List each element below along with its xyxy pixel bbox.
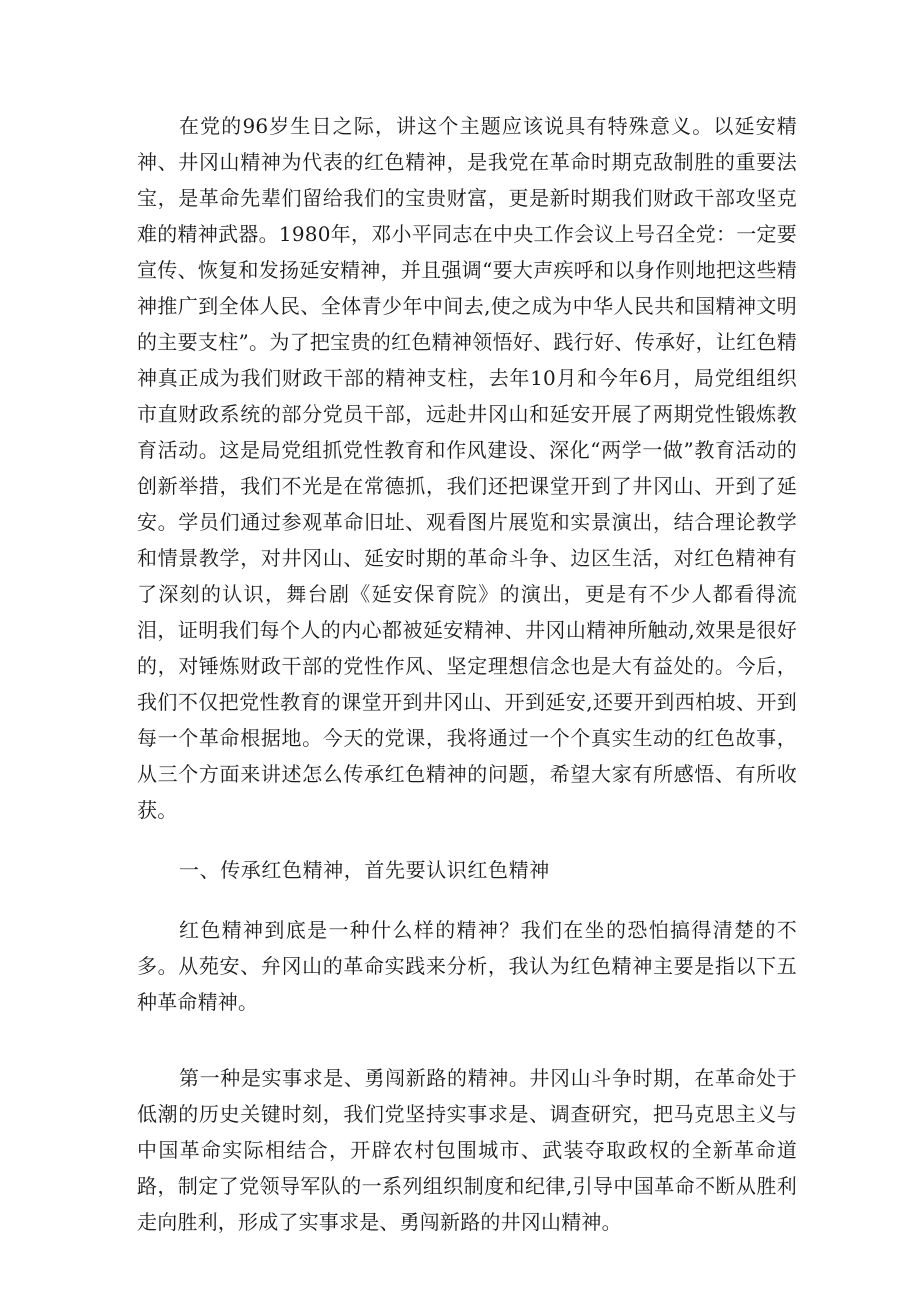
intro-paragraph: 在党的96岁生日之际，讲这个主题应该说具有特殊意义。以延安精神、井冈山精神为代表的红色精神，是我党在革命时期克敌制胜的重要法宝，是革命先辈们留给我们的宝贵财富，更是新时期我们财政干部攻坚克难的精神武器。1980年，邓小平同志在中央工作会议上号召全党：一定要宣传、恢复和发扬延安精神，并且强调“要大声疾呼和以身作则地把这些精神推广到全体人民、全体青少年中间去,使之成为中华人民共和国精神文明的主要支柱”。为了把宝贵的红色精神领悟好、践行好、传承好，让红色精神真正成为我们财政干部的精神支柱，去年10月和今年6月，局党组组织市直财政系统的部分党员干部，远赴井冈山和延安开展了两期党性锻炼教育活动。这是局党组抓党性教育和作风建设、深化“两学一做”教育活动的创新举措，我们不光是在常德抓，我们还把课堂开到了井冈山、开到了延安。学员们通过参观革命旧址、观看图片展览和实景演出，结合理论教学和情景教学，对井冈山、延安时期的革命斗争、边区生活，对红色精神有了深刻的认识，舞台剧《延安保育院》的演出，更是有不少人都看得流泪，证明我们每个人的内心都被延安精神、井冈山精神所触动,效果是很好的，对锤炼财政干部的党性作风、坚定理想信念也是大有益处的。今后，我们不仅把党性教育的课堂开到井冈山、开到延安,还要开到西柏坡、开到每一个革命根据地。今天的党课，我将通过一个个真实生动的红色故事，从三个方面来讲述怎么传承红色精神的问题，希望大家有所感悟、有所收获。 (137, 114, 797, 822)
red-spirit-paragraph: 红色精神到底是一种什么样的精神？我们在坐的恐怕搞得清楚的不多。从苑安、弁冈山的革命实践来分析，我认为红色精神主要是指以下五种革命精神。 (137, 918, 797, 1014)
first-spirit-paragraph: 第一种是实事求是、勇闯新路的精神。井冈山斗争时期，在革命处于低潮的历史关键时刻，我们党坚持实事求是、调查研究，把马克思主义与中国革命实际相结合，开辟农村包围城市、武装夺取政权的全新革命道路，制定了党领导军队的一系列组织制度和纪律,引导中国革命不断从胜利走向胜利，形成了实事求是、勇闯新路的井冈山精神。 (137, 1066, 797, 1234)
section-heading: 一、传承红色精神，首先要认识红色精神 (179, 858, 550, 882)
document-body (137, 108, 797, 1240)
